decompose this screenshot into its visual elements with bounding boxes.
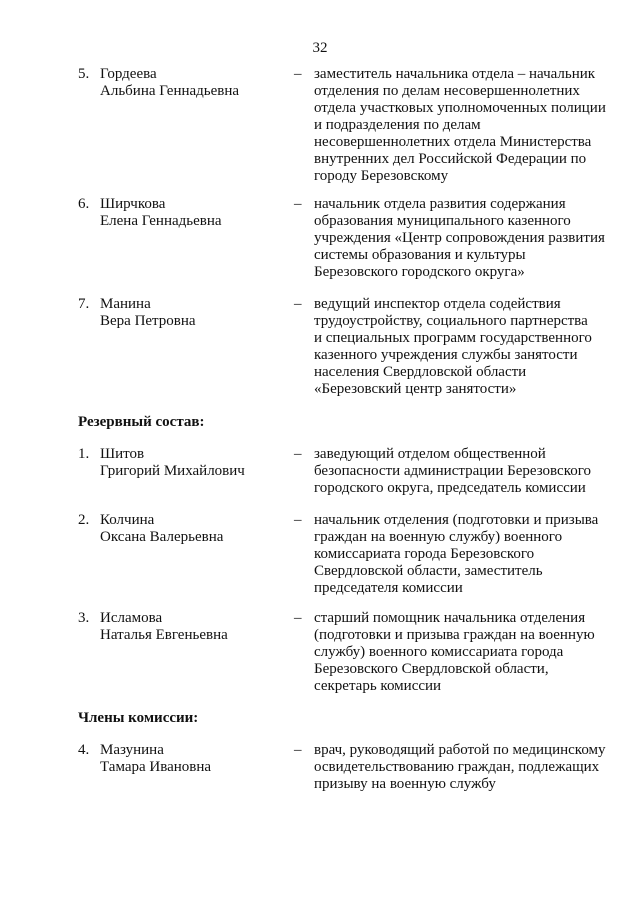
item-number: 2. <box>78 512 90 528</box>
given-names: Тамара Ивановна <box>100 759 212 775</box>
desc-line: призыву на военную службу <box>314 776 496 792</box>
desc-line: врач, руководящий работой по медицинскому <box>314 742 606 758</box>
given-names: Григорий Михайлович <box>100 463 245 479</box>
desc-line: заместитель начальника отдела – начальник <box>314 66 596 82</box>
position-description <box>314 742 620 793</box>
person-name <box>100 66 280 100</box>
person-name <box>100 512 280 546</box>
item-number: 7. <box>78 296 90 312</box>
desc-line: секретарь комиссии <box>314 678 442 694</box>
item-number: 3. <box>78 610 90 626</box>
position-description <box>314 196 620 281</box>
desc-line: безопасности администрации Березовского <box>314 463 592 479</box>
position-description <box>314 66 620 185</box>
section-heading-reserve: Резервный состав: <box>78 414 205 430</box>
desc-line: несовершеннолетних отдела Министерства <box>314 134 592 150</box>
given-names: Оксана Валерьевна <box>100 529 224 545</box>
desc-line: «Березовский центр занятости» <box>314 381 517 397</box>
surname: Ширчкова <box>100 196 166 212</box>
person-name <box>100 296 280 330</box>
dash-separator: – <box>294 742 302 758</box>
person-name <box>100 196 280 230</box>
position-description <box>314 610 620 695</box>
position-description <box>314 296 620 398</box>
given-names: Вера Петровна <box>100 313 196 329</box>
desc-line: городу Березовскому <box>314 168 449 184</box>
desc-line: начальник отдела развития содержания <box>314 196 566 212</box>
desc-line: учреждения «Центр сопровождения развития <box>314 230 605 246</box>
desc-line: Березовского Свердловской области, <box>314 661 549 677</box>
desc-line: казенного учреждения службы занятости <box>314 347 578 363</box>
dash-separator: – <box>294 196 302 212</box>
desc-line: Березовского городского округа» <box>314 264 525 280</box>
person-name <box>100 742 280 776</box>
desc-line: городского округа, председатель комиссии <box>314 480 586 496</box>
desc-line: системы образования и культуры <box>314 247 526 263</box>
dash-separator: – <box>294 446 302 462</box>
desc-line: внутренних дел Российской Федерации по <box>314 151 587 167</box>
surname: Шитов <box>100 446 145 462</box>
desc-line: комиссариата города Березовского <box>314 546 535 562</box>
given-names: Наталья Евгеньевна <box>100 627 228 643</box>
surname: Мазунина <box>100 742 164 758</box>
desc-line: граждан на военную службу) военного <box>314 529 563 545</box>
desc-line: и специальных программ государственного <box>314 330 592 346</box>
dash-separator: – <box>294 66 302 82</box>
dash-separator: – <box>294 610 302 626</box>
desc-line: населения Свердловской области <box>314 364 527 380</box>
position-description <box>314 446 620 497</box>
desc-line: и подразделения по делам <box>314 117 481 133</box>
desc-line: (подготовки и призыва граждан на военную <box>314 627 595 643</box>
item-number: 1. <box>78 446 90 462</box>
given-names: Елена Геннадьевна <box>100 213 222 229</box>
surname: Колчина <box>100 512 155 528</box>
person-name <box>100 446 280 480</box>
dash-separator: – <box>294 296 302 312</box>
surname: Исламова <box>100 610 163 626</box>
desc-line: отдела участковых уполномоченных полиции <box>314 100 606 116</box>
item-number: 6. <box>78 196 90 212</box>
desc-line: образования муниципального казенного <box>314 213 571 229</box>
item-number: 4. <box>78 742 90 758</box>
person-name <box>100 610 280 644</box>
given-names: Альбина Геннадьевна <box>100 83 240 99</box>
desc-line: председателя комиссии <box>314 580 463 596</box>
desc-line: трудоустройству, социального партнерства <box>314 313 588 329</box>
desc-line: ведущий инспектор отдела содействия <box>314 296 561 312</box>
page-number: 32 <box>312 40 328 56</box>
dash-separator: – <box>294 512 302 528</box>
section-heading-members: Члены комиссии: <box>78 710 199 726</box>
item-number: 5. <box>78 66 90 82</box>
desc-line: Свердловской области, заместитель <box>314 563 543 579</box>
desc-line: освидетельствованию граждан, подлежащих <box>314 759 600 775</box>
desc-line: службу) военного комиссариата города <box>314 644 564 660</box>
desc-line: старший помощник начальника отделения <box>314 610 586 626</box>
surname: Гордеева <box>100 66 157 82</box>
desc-line: начальник отделения (подготовки и призыва <box>314 512 599 528</box>
position-description <box>314 512 620 597</box>
desc-line: отделения по делам несовершеннолетних <box>314 83 580 99</box>
surname: Манина <box>100 296 151 312</box>
desc-line: заведующий отделом общественной <box>314 446 546 462</box>
